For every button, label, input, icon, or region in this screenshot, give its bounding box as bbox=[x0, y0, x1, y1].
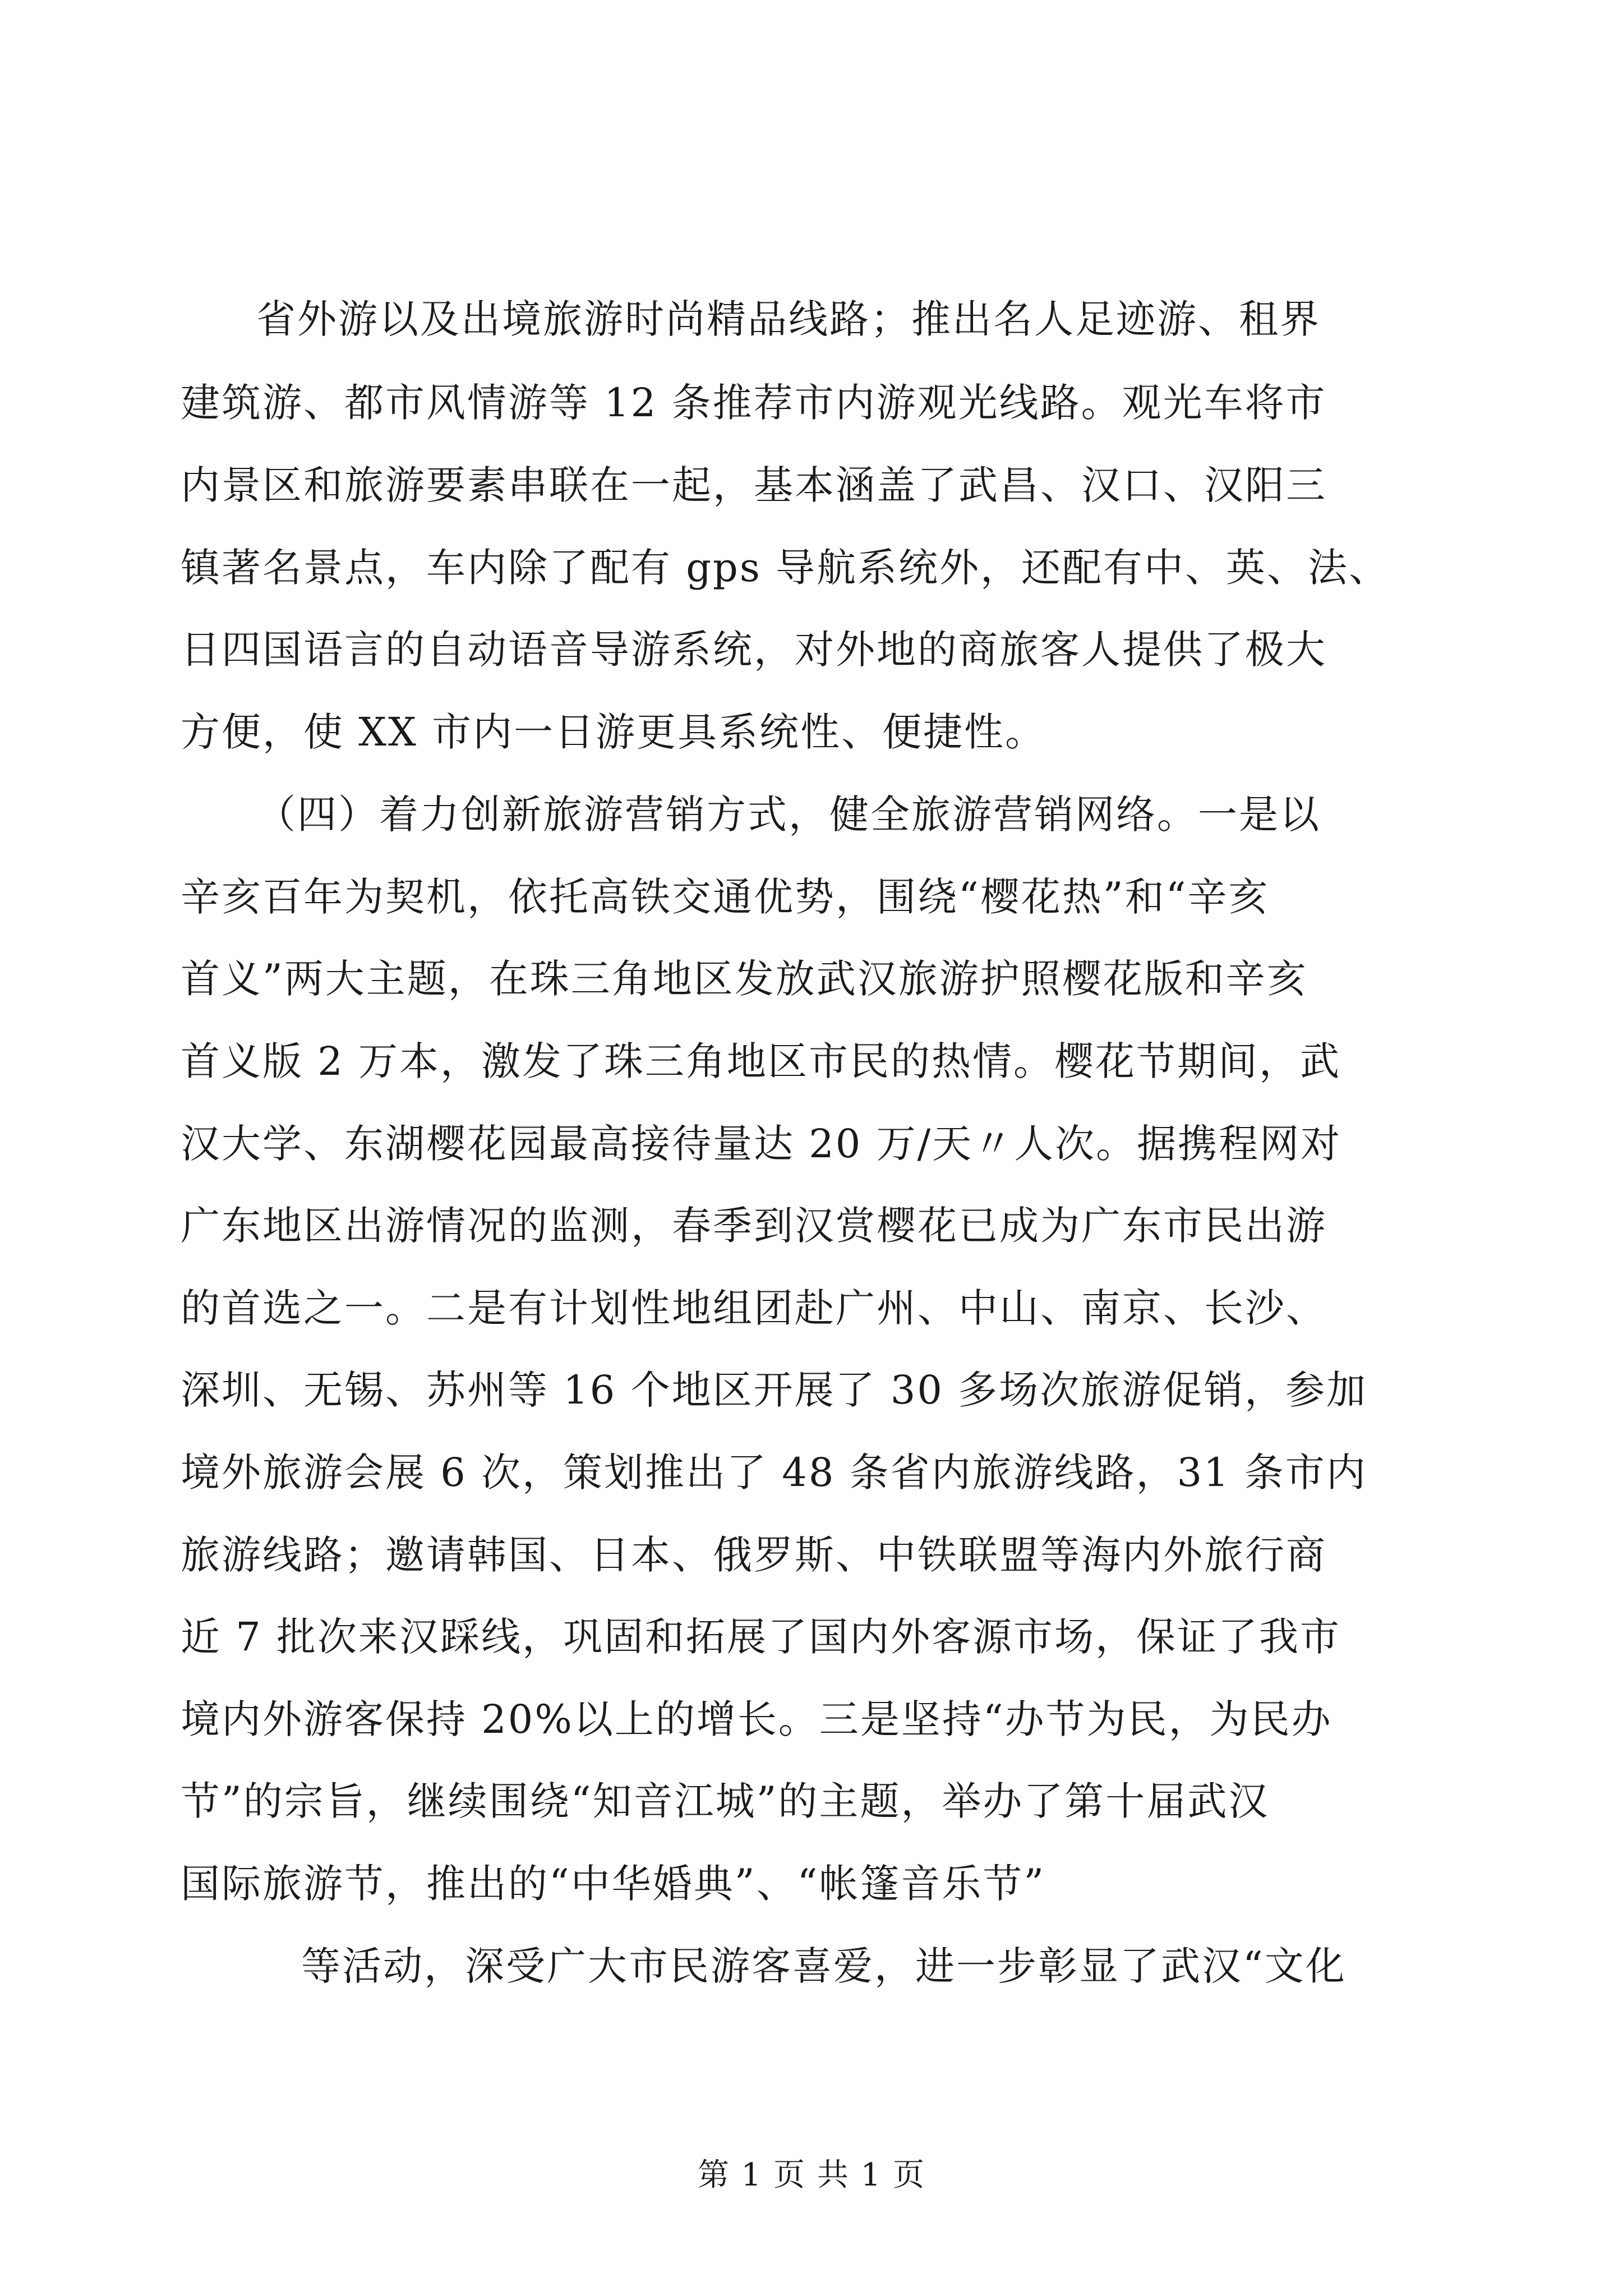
text-line: 首义版 2 万本，激发了珠三角地区市民的热情。樱花节期间，武 bbox=[181, 1038, 1341, 1084]
text-line: （四）着力创新旅游营销方式，健全旅游营销网络。一是以 bbox=[256, 792, 1321, 838]
text-line: 国际旅游节，推出的“中华婚典”、“帐篷音乐节” bbox=[181, 1861, 1046, 1907]
text-line: 旅游线路；邀请韩国、日本、俄罗斯、中铁联盟等海内外旅行商 bbox=[181, 1532, 1327, 1578]
text-line: 等活动，深受广大市民游客喜爱，进一步彰显了武汉“文化 bbox=[301, 1943, 1347, 1989]
text-line: 首义”两大主题，在珠三角地区发放武汉旅游护照樱花版和辛亥 bbox=[181, 956, 1308, 1002]
text-line: 的首选之一。二是有计划性地组团赴广州、中山、南京、长沙、 bbox=[181, 1285, 1327, 1331]
text-line: 深圳、无锡、苏州等 16 个地区开展了 30 多场次旅游促销，参加 bbox=[181, 1367, 1368, 1413]
text-line: 汉大学、东湖樱花园最高接待量达 20 万/天〃人次。据携程网对 bbox=[181, 1121, 1342, 1167]
text-line: 内景区和旅游要素串联在一起，基本涵盖了武昌、汉口、汉阳三 bbox=[181, 462, 1327, 508]
text-line: 建筑游、都市风情游等 12 条推荐市内游观光线路。观光车将市 bbox=[181, 380, 1327, 426]
text-line: 节”的宗旨，继续围绕“知音江城”的主题，举办了第十届武汉 bbox=[181, 1778, 1270, 1824]
text-line: 境外旅游会展 6 次，策划推出了 48 条省内旅游线路，31 条市内 bbox=[181, 1450, 1367, 1496]
page-number-footer: 第 1 页 共 1 页 bbox=[697, 2157, 926, 2193]
text-line: 近 7 批次来汉踩线，巩固和拓展了国内外客源市场，保证了我市 bbox=[181, 1614, 1341, 1660]
text-line: 镇著名景点，车内除了配有 gps 导航系统外，还配有中、英、法、 bbox=[181, 545, 1390, 591]
text-line: 日四国语言的自动语音导游系统，对外地的商旅客人提供了极大 bbox=[181, 627, 1327, 673]
text-line: 辛亥百年为契机，依托高铁交通优势，围绕“樱花热”和“辛亥 bbox=[181, 874, 1270, 920]
text-line: 省外游以及出境旅游时尚精品线路；推出名人足迹游、租界 bbox=[256, 296, 1321, 342]
text-line: 境内外游客保持 20%以上的增长。三是坚持“办节为民，为民办 bbox=[181, 1696, 1332, 1742]
text-line: 方便，使 XX 市内一日游更具系统性、便捷性。 bbox=[181, 709, 1046, 755]
text-line: 广东地区出游情况的监测，春季到汉赏樱花已成为广东市民出游 bbox=[181, 1203, 1327, 1249]
